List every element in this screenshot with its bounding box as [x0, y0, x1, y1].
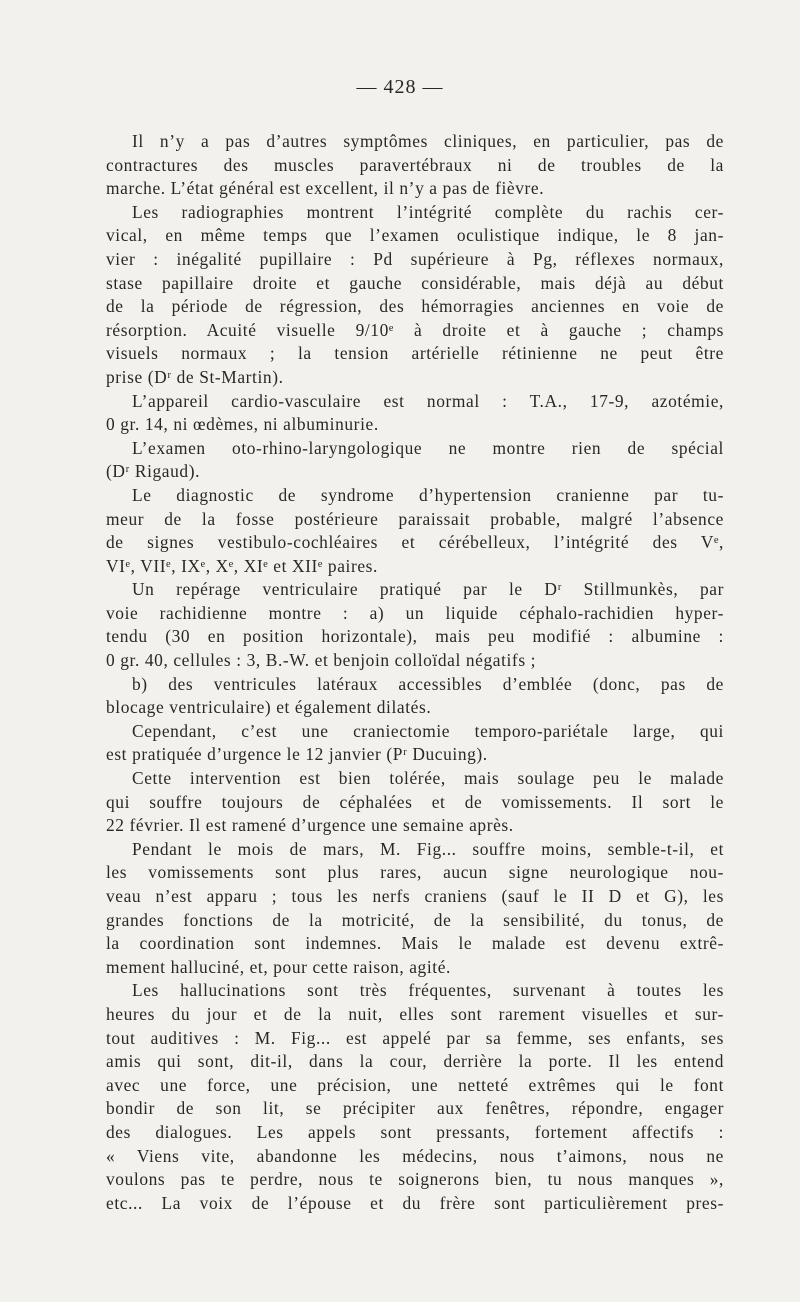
- text-line: Les hallucinations sont très fréquentes, survenant à toutes les: [132, 980, 724, 1001]
- text-line: avec une force, une précision, une netteté extrêmes qui le font: [106, 1074, 724, 1095]
- text-line: mement halluciné, et, pour cette raison, agité.: [106, 956, 451, 977]
- text-line: tout auditives : M. Fig... est appelé par sa femme, ses enfants, ses: [106, 1027, 724, 1048]
- text-line: heures du jour et de la nuit, elles sont rarement visuelles et sur-: [106, 1003, 724, 1024]
- body-text: [106, 130, 724, 1215]
- text-line: marche. L’état général est excellent, il n’y a pas de fièvre.: [106, 178, 545, 199]
- text-line: Cependant, c’est une craniectomie temporo-pariétale large, qui: [132, 720, 724, 741]
- text-line: résorption. Acuité visuelle 9/10ᵉ à droite et à gauche ; champs: [106, 319, 724, 340]
- text-line: b) des ventricules latéraux accessibles d’emblée (donc, pas de: [132, 673, 724, 694]
- text-line: (Dʳ Rigaud).: [106, 461, 201, 482]
- page-number: — 428 —: [356, 76, 444, 98]
- text-line: etc... La voix de l’épouse et du frère sont particulièrement pres-: [106, 1192, 724, 1213]
- text-line: vical, en même temps que l’examen oculistique indique, le 8 jan-: [106, 225, 724, 246]
- text-line: 22 février. Il est ramené d’urgence une semaine après.: [106, 815, 514, 836]
- text-line: voie rachidienne montre : a) un liquide céphalo-rachidien hyper-: [106, 602, 724, 623]
- text-line: « Viens vite, abandonne les médecins, nous t’aimons, nous ne: [106, 1145, 724, 1166]
- text-line: 0 gr. 14, ni œdèmes, ni albuminurie.: [106, 414, 379, 435]
- text-line: prise (Dʳ de St-Martin).: [106, 366, 284, 387]
- text-line: les vomissements sont plus rares, aucun signe neurologique nou-: [106, 862, 724, 883]
- text-line: bondir de son lit, se précipiter aux fenêtres, répondre, engager: [106, 1098, 724, 1119]
- text-line: L’examen oto-rhino-laryngologique ne montre rien de spécial: [132, 437, 724, 458]
- text-line: Cette intervention est bien tolérée, mais soulage peu le malade: [132, 768, 724, 789]
- text-line: des dialogues. Les appels sont pressants, fortement affectifs :: [106, 1121, 724, 1142]
- text-line: vier : inégalité pupillaire : Pd supérieure à Pg, réflexes normaux,: [106, 248, 724, 269]
- text-line: stase papillaire droite et gauche considérable, mais déjà au début: [106, 272, 724, 293]
- text-line: est pratiquée d’urgence le 12 janvier (Pʳ Ducuing).: [106, 744, 488, 765]
- text-line: veau n’est apparu ; tous les nerfs craniens (sauf le II D et G), les: [106, 886, 724, 906]
- text-line: Les radiographies montrent l’intégrité complète du rachis cer-: [132, 201, 724, 222]
- text-line: de la période de régression, des hémorragies anciennes en voie de: [106, 296, 724, 317]
- text-line: meur de la fosse postérieure paraissait probable, malgré l’absence: [106, 508, 724, 529]
- text-line: L’appareil cardio-vasculaire est normal : T.A., 17-9, azotémie,: [132, 390, 724, 411]
- text-line: grandes fonctions de la motricité, de la sensibilité, du tonus, de: [106, 909, 724, 930]
- text-line: Pendant le mois de mars, M. Fig... souffre moins, semble-t-il, et: [132, 838, 724, 859]
- text-line: blocage ventriculaire) et également dilatés.: [106, 697, 432, 718]
- text-line: VIᵉ, VIIᵉ, IXᵉ, Xᵉ, XIᵉ et XIIᵉ paires.: [106, 555, 378, 576]
- text-line: la coordination sont indemnes. Mais le malade est devenu extrê-: [106, 933, 724, 954]
- text-line: amis qui sont, dit-il, dans la cour, derrière la porte. Il les entend: [106, 1051, 724, 1072]
- text-line: voulons pas te perdre, nous te soignerons bien, tu nous manques »,: [106, 1169, 724, 1190]
- text-line: tendu (30 en position horizontale), mais peu modifié : albumine :: [106, 626, 724, 647]
- text-line: Un repérage ventriculaire pratiqué par le Dʳ Stillmunkès, par: [132, 579, 724, 600]
- text-line: 0 gr. 40, cellules : 3, B.-W. et benjoin colloïdal négatifs ;: [106, 650, 537, 671]
- text-line: Le diagnostic de syndrome d’hypertension cranienne par tu-: [132, 484, 724, 505]
- text-line: Il n’y a pas d’autres symptômes cliniques, en particulier, pas de: [132, 131, 724, 151]
- text-line: qui souffre toujours de céphalées et de vomissements. Il sort le: [106, 791, 724, 812]
- text-line: de signes vestibulo-cochléaires et cérébelleux, l’intégrité des Vᵉ,: [106, 532, 724, 553]
- text-line: visuels normaux ; la tension artérielle rétinienne ne peut être: [106, 343, 724, 364]
- text-line: contractures des muscles paravertébraux ni de troubles de la: [106, 154, 724, 175]
